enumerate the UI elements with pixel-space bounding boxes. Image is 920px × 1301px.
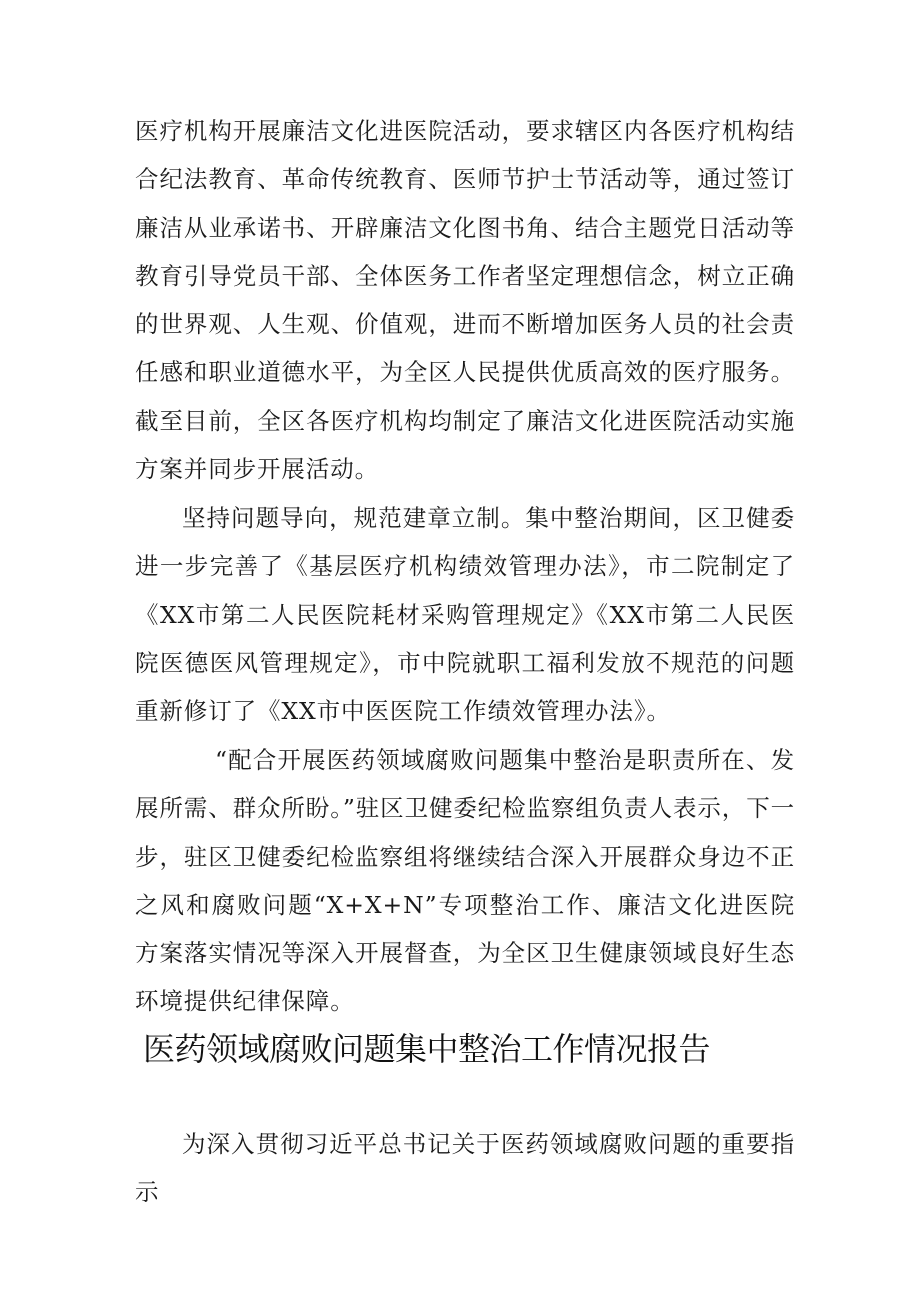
body-paragraph: 坚持问题导向，规范建章立制。集中整治期间，区卫健委进一步完善了《基层医疗机构绩效管理办法》，市二院制定了《XX市第二人民医院耗材采购管理规定》《XX市第二人民医院医德医风管理规定》，市中院就职工福利发放不规范的问题重新修订了《XX市中医医院工作绩效管理办法》。 xyxy=(135,504,795,726)
report-title: 医药领域腐败问题集中整治工作情况报告 xyxy=(143,1030,711,1068)
body-paragraph: “配合开展医药领域腐败问题集中整治是职责所在、发展所需、群众所盼。”驻区卫健委纪检监察组负责人表示，下一步，驻区卫健委纪检监察组将继续结合深入开展群众身边不正之风和腐败问题“X+X+N”专项整治工作、廉洁文化进医院方案落实情况等深入开展督查，为全区卫生健康领域良好生态环境提供纪律保障。 xyxy=(135,746,795,1016)
intro-paragraph: 为深入贯彻习近平总书记关于医药领域腐败问题的重要指示 xyxy=(135,1130,795,1207)
body-paragraph: 医疗机构开展廉洁文化进医院活动，要求辖区内各医疗机构结合纪法教育、革命传统教育、医师节护士节活动等，通过签订廉洁从业承诺书、开辟廉洁文化图书角、结合主题党日活动等教育引导党员干部、全体医务工作者坚定理想信念，树立正确的世界观、人生观、价值观，进而不断增加医务人员的社会责任感和职业道德水平，为全区人民提供优质高效的医疗服务。截至目前，全区各医疗机构均制定了廉洁文化进医院活动实施方案并同步开展活动。 xyxy=(135,117,795,484)
